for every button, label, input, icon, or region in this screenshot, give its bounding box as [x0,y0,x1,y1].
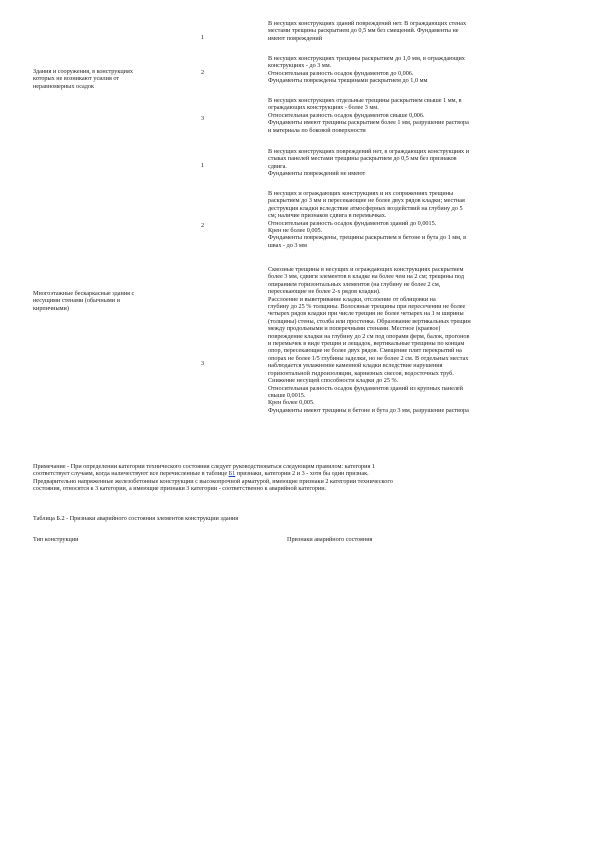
section-label-buildings: Здания и сооружения, в конструкциях которых не возникают усилия от неравномерных осадок [33,68,133,90]
category-description: В несущих и ограждающих конструкциях и их сопряжениях трещины раскрытием до 3 мм и пересекающие не более двух рядов кладки; местная деструкция кладки вследствие атмосферных воздействий на глубину до 5 см; наличие признаков сдвига в перемычках. Относительная разность осадок фундаментов зданий до 0,0015. Крен не более 0,005. Фундаменты повреждены, трещины раскрытием в бетоне и бута до 1 мм, в швах - до 3 мм [268,190,467,249]
table-caption: Таблица Б.2 - Признаки аварийного состояния элементов конструкции здания [33,515,239,522]
note-text: Примечание - При определении категории технического состояния следует руководствоваться следующим правилом: категория 1 соответствует случаям, когда наличествуют все перечисленные в таблице [33,463,375,478]
category-description: В несущих конструкциях отдельные трещины раскрытием свыше 1 мм, в ограждающих конструкциях - более 3 мм. Относительная разность осадок фундаментов свыше 0,006. Фундаменты имеют трещины раскрытием более 1 мм, разрушение раствора и материала по боковой поверхности [268,97,469,134]
category-number: 2 [201,222,205,229]
table-link[interactable]: Б1 [228,470,236,478]
table-header-signs: Признаки аварийного состояния [287,536,373,543]
category-number: 3 [201,115,205,122]
category-description: В несущих конструкциях зданий повреждений нет. В ограждающих стенах местами трещины раскрытием до 0,5 мм без смещений. Фундаменты не имеют повреждений [268,20,467,42]
category-number: 1 [201,34,205,41]
note-text: признаки, категории 2 и 3 - хотя бы один признак. Предварительно напряженные железобетонные конструкции с высокопрочной арматурой, имеющие признаки 2 категории технического состояния, относятся к 3 категории, а имеющие признаки 3 категории - соответственно к аварийной категории. [33,470,393,493]
table-header-type: Тип конструкции [33,536,79,543]
category-number: 1 [201,162,205,169]
table-note [33,463,568,493]
section-label-multistorey: Многоэтажные бескаркасные здания с несущими стенами (обычными и кирпичными) [33,290,135,312]
category-description: В несущих конструкциях трещины раскрытием до 1,0 мм, в ограждающих конструкциях - до 3 мм. Относительная разность осадок фундаментов до 0,006. Фундаменты повреждены трещинами раскрытием до 1,0 мм [268,55,465,85]
category-number: 3 [201,360,205,367]
category-number: 2 [201,69,205,76]
category-description: Сквозные трещины в несущих и ограждающих конструкциях раскрытием более 3 мм, сдвиги элементов в кладке на более чем на 2 см; трещины под опиранием горизонтальных элементов (на глубину не более 2 см, пересекающие не более 2-х рядов кладки). Расслоение и выветривание кладки, отслоение от облицовки на глубину до 25 % толщины. Волосяные трещины при пересечении не более четырех рядов кладки при числе трещин не более четырех на 1 м ширины (толщины) стены, столба или простенка. Образование вертикальных трещин между продольными и поперечными стенами. Местное (краевое) повреждение кладки на глубину до 2 см под опорами ферм, балок, прогонов и перемычек в виде трещин и лещадок, вертикальные трещины по концам опор, пересекающие не более двух рядов. Смещение плит перекрытий на опорах не более 1/5 глубины заделки, но не более 2 см. В отдельных местах наблюдается увлажнение каменной кладки вследствие нарушения горизонтальной гидроизоляции, карнизных свесов, водосточных труб. Снижение несущей способности кладки до 25 %. Относительная разность осадок фундаментов зданий из крупных панелей свыше 0,0015. Крен более 0,005. Фундаменты имеют трещины в бетоне и бута до 3 мм, разрушение раствора [268,266,471,414]
category-description: В несущих конструкциях повреждений нет, в ограждающих конструкциях и стыках панелей местами трещины раскрытием до 0,5 мм без признаков сдвига. Фундаменты повреждений не имеют [268,148,470,178]
